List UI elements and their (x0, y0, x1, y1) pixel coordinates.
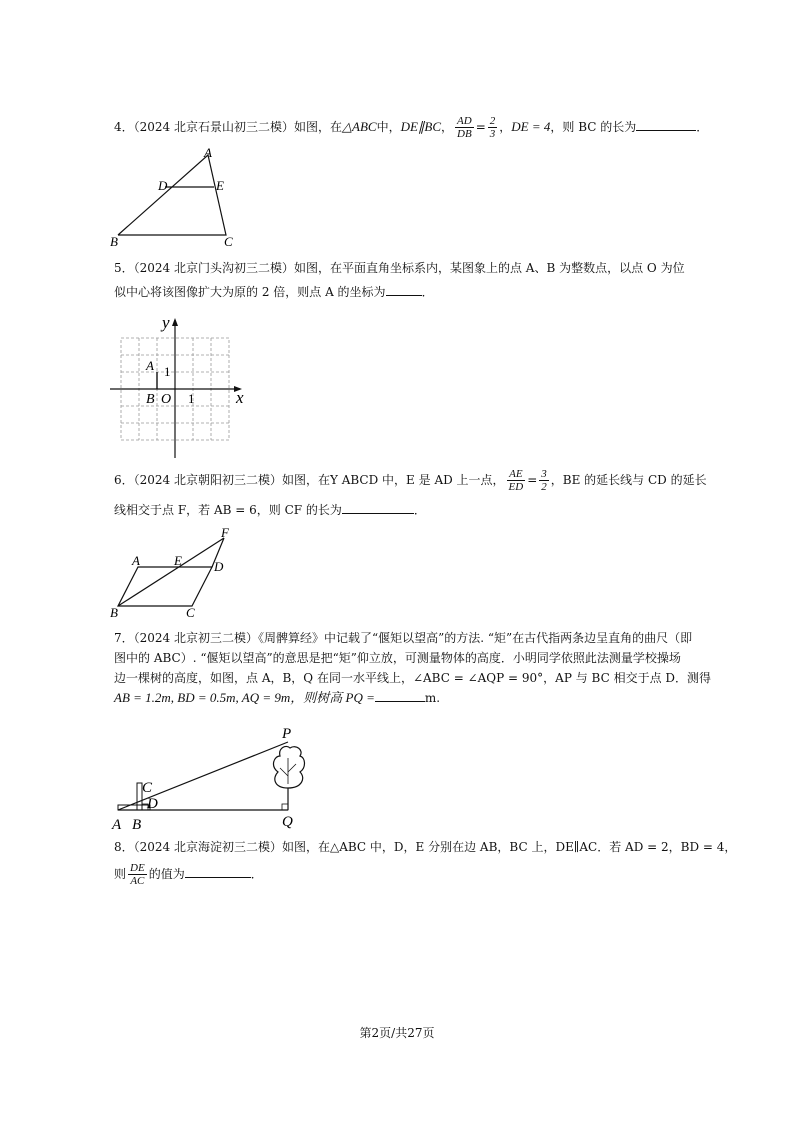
q6-label-c: C (186, 605, 195, 620)
q8-question: 的值为 (148, 867, 185, 881)
q4-parallel: DE∥BC (400, 119, 442, 134)
q5-line-1: 5．（2024 北京门头沟初三二模）如图，在平面直角坐标系内，某图象上的点 A、B 为整数点，以点 O 为位 (114, 261, 685, 275)
q7-label-c: C (142, 780, 153, 796)
q8-text: ． (250, 867, 263, 881)
q4-label-c: C (224, 234, 233, 249)
q7-answer-blank[interactable] (375, 689, 425, 702)
q4-text: ． (696, 120, 709, 134)
q4-equals: = (475, 120, 486, 134)
q6-label-e: E (174, 553, 182, 568)
q5-label-a: A (146, 358, 154, 373)
q6-line-2: 线相交于点 F，若 AB = 6，则 CF 的长为 (114, 503, 342, 517)
q6-line-bf (118, 538, 224, 606)
q7-label-p: P (282, 726, 292, 742)
q6-label-d: D (214, 559, 224, 574)
page-number: 第2页/共27页 (359, 1026, 435, 1040)
q4-ratio-denominator: DB (457, 128, 472, 140)
q8-denominator: AC (130, 875, 145, 887)
question-6-text (114, 468, 707, 519)
question-5-text (114, 259, 685, 301)
q6-ratio-denominator: ED (508, 481, 524, 493)
q5-label-one-x: 1 (188, 391, 195, 406)
q4-text: ， (441, 120, 454, 134)
q7-sight-line (118, 742, 288, 810)
q7-line-2: 图中的 ABC）. “偃矩以望高”的意思是把“矩”仰立放，可测量物体的高度．小明同学依照此法测量学校操场 (114, 651, 681, 665)
q6-value-numerator: 3 (541, 468, 547, 480)
q7-label-d: D (147, 796, 158, 812)
q5-text: ． (421, 285, 434, 299)
q5-label-x: x (236, 388, 244, 407)
q8-fraction (128, 862, 147, 887)
q8-answer-blank[interactable] (185, 865, 251, 878)
q4-triangle: △ABC (342, 119, 377, 134)
q6-label-b: B (110, 605, 118, 620)
q7-right-angle-q (282, 804, 288, 810)
q7-line-4: AB = 1.2m, BD = 0.5m, AQ = 9m，则树高 PQ = (114, 690, 375, 705)
q4-label-d: D (158, 178, 168, 193)
q5-label-one-y: 1 (164, 364, 171, 379)
q4-triangle-figure (108, 145, 248, 250)
question-8-text (114, 838, 736, 887)
q5-line-2: 似中心将该图像扩大为原的 2 倍，则点 A 的坐标为 (114, 285, 386, 299)
q7-line-1: 7．（2024 北京初三二模）《周髀算经》中记载了“偃矩以望高”的方法. “矩”在古代指两条边呈直角的曲尺（即 (114, 631, 693, 645)
q7-tree-branch (280, 768, 288, 776)
q6-value-fraction (539, 468, 549, 493)
q7-tree-branch (288, 764, 296, 772)
q4-answer-blank[interactable] (636, 118, 696, 131)
q6-parallelogram-figure (108, 525, 248, 620)
q5-label-y: y (162, 313, 170, 332)
q4-label-e: E (216, 178, 224, 193)
q8-line-1: 8．（2024 北京海淀初三二模）如图，在△ABC 中，D，E 分别在边 AB，BC 上，DE∥AC．若 AD = 2，BD = 4， (114, 840, 737, 854)
q8-numerator: DE (130, 862, 145, 874)
q7-label-q: Q (282, 814, 293, 830)
q6-label-f: F (221, 525, 229, 540)
q7-label-b: B (132, 817, 142, 833)
q6-parallelogram (118, 567, 212, 606)
q7-tree-crown (274, 746, 305, 788)
q4-text: 中， (376, 120, 401, 134)
q6-ratio-fraction (507, 468, 526, 493)
q6-label-a: A (132, 553, 140, 568)
q4-value-numerator: 2 (489, 115, 496, 127)
q4-label-a: A (204, 145, 212, 160)
q4-label-b: B (110, 234, 118, 249)
q7-label-a: A (112, 817, 122, 833)
q4-de-length: DE = 4 (511, 119, 551, 134)
question-7-text (114, 628, 711, 708)
q5-coordinate-figure (108, 310, 258, 460)
q6-intro: 6．（2024 北京朝阳初三二模）如图，在Y ABCD 中，E 是 AD 上一点， (114, 473, 505, 487)
q5-answer-blank[interactable] (386, 283, 422, 296)
q7-unit: m. (424, 691, 441, 705)
q5-label-o: O (161, 392, 172, 407)
q4-triangle-lines (118, 155, 226, 235)
q5-y-arrow (172, 318, 178, 326)
q6-equals: = (527, 473, 538, 487)
q4-ratio-fraction (455, 115, 474, 140)
q6-value-denominator: 2 (541, 481, 547, 493)
q4-text: ， (499, 120, 512, 134)
q4-value-denominator: 3 (489, 128, 496, 140)
question-4-text (114, 115, 708, 140)
q4-question: ，则 BC 的长为 (550, 120, 637, 134)
q6-text: ． (413, 503, 426, 517)
q5-label-b: B (146, 392, 155, 407)
q4-ratio-numerator: AD (457, 115, 472, 127)
q7-tree-figure (108, 722, 308, 832)
q6-ratio-numerator: AE (507, 468, 526, 481)
q8-text: 则 (114, 867, 127, 881)
q4-value-fraction (488, 115, 498, 140)
q6-answer-blank[interactable] (342, 501, 414, 514)
q6-text: ，BE 的延长线与 CD 的延长 (550, 473, 707, 487)
q4-intro: 4．（2024 北京石景山初三二模）如图，在 (114, 120, 342, 134)
q7-line-3: 边一棵树的高度，如图，点 A，B，Q 在同一水平线上，∠ABC = ∠AQP = 90°，AP 与 BC 相交于点 D．测得 (114, 671, 712, 685)
